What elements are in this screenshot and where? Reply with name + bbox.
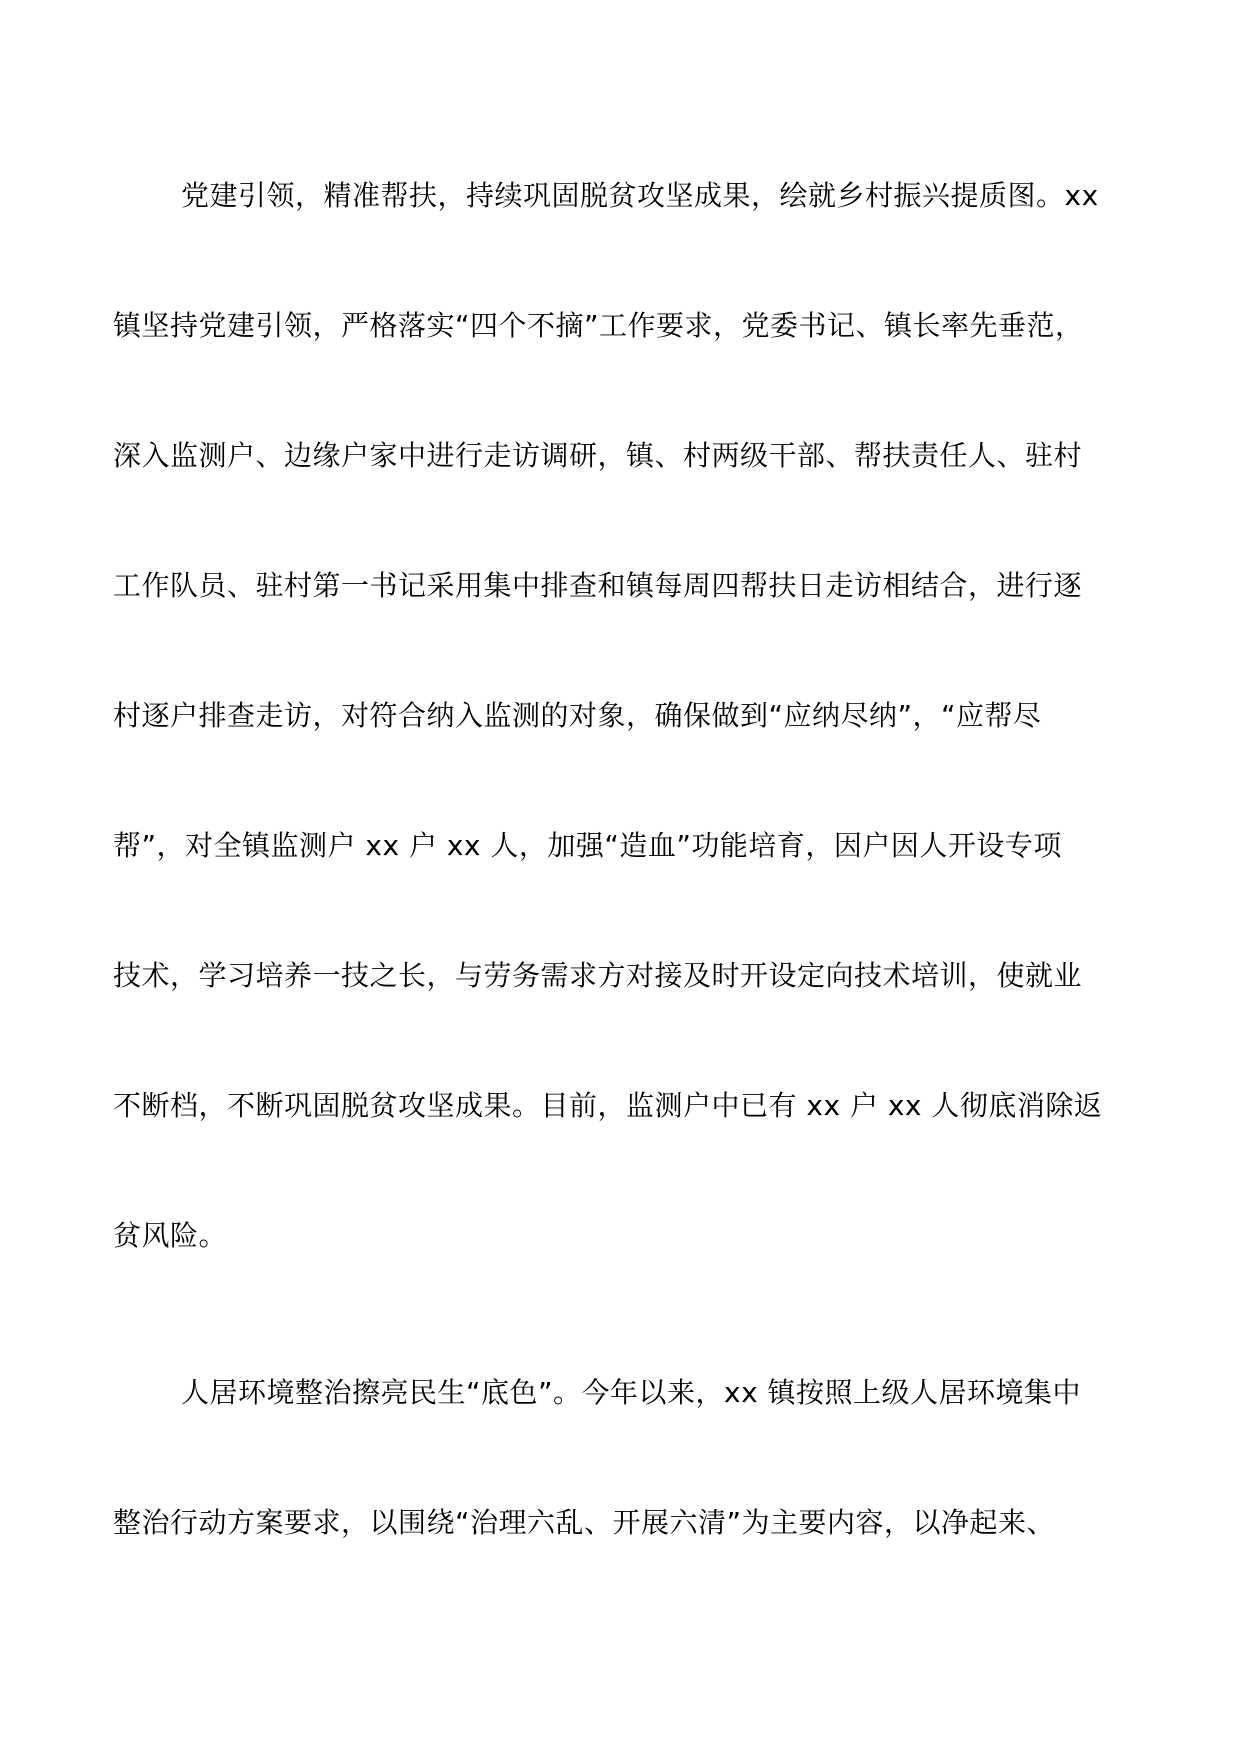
paragraph-1-line-9: 贫风险。	[113, 1219, 228, 1252]
paragraph-1-line-3: 深入监测户、边缘户家中进行走访调研，镇、村两级干部、帮扶责任人、驻村	[113, 439, 1083, 472]
paragraph-1-line-8: 不断档，不断巩固脱贫攻坚成果。目前，监测户中已有 xx 户 xx 人彻底消除返	[113, 1089, 1103, 1122]
paragraph-1-line-4: 工作队员、驻村第一书记采用集中排查和镇每周四帮扶日走访相结合，进行逐	[113, 569, 1083, 602]
paragraph-1-line-7: 技术，学习培养一技之长，与劳务需求方对接及时开设定向技术培训，使就业	[113, 959, 1083, 992]
paragraph-2-line-2: 整治行动方案要求，以围绕“治理六乱、开展六清”为主要内容，以净起来、	[113, 1506, 1056, 1539]
paragraph-1-line-5: 村逐户排查走访，对符合纳入监测的对象，确保做到“应纳尽纳”，“应帮尽	[113, 699, 1042, 732]
paragraph-1-line-2: 镇坚持党建引领，严格落实“四个不摘”工作要求，党委书记、镇长率先垂范，	[113, 309, 1084, 342]
paragraph-2-line-1: 人居环境整治擦亮民生“底色”。今年以来，xx 镇按照上级人居环境集中	[181, 1376, 1082, 1409]
paragraph-1-line-1: 党建引领，精准帮扶，持续巩固脱贫攻坚成果，绘就乡村振兴提质图。xx	[181, 179, 1099, 212]
paragraph-1-line-6: 帮”，对全镇监测户 xx 户 xx 人，加强“造血”功能培育，因户因人开设专项	[113, 829, 1062, 862]
